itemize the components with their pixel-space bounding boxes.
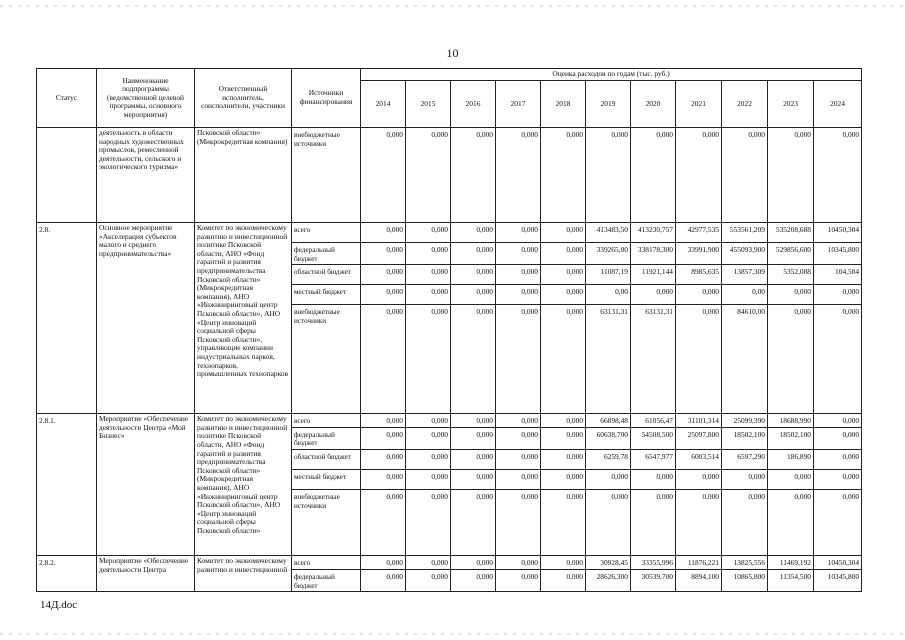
header-year: 2016 xyxy=(451,81,496,128)
activity-name-cell: деятельность в области народных художественных промыслов, ремесленной деятельности, сельского и экологического туризма» xyxy=(97,128,195,223)
expense-value-cell: 30928,45 xyxy=(586,555,631,569)
scan-noise-top xyxy=(0,5,905,7)
expense-value-cell: 6003,514 xyxy=(676,449,722,469)
expense-value-cell: 529856,600 xyxy=(768,243,814,265)
expense-value-cell: 0,000 xyxy=(631,128,676,223)
expense-value-cell: 0,000 xyxy=(676,305,722,414)
expense-value-cell: 10345,800 xyxy=(814,569,862,591)
expense-value-cell: 0,000 xyxy=(496,469,541,489)
expense-value-cell: 0,000 xyxy=(722,469,768,489)
expense-value-cell: 8894,100 xyxy=(676,569,722,591)
header-year: 2018 xyxy=(541,81,586,128)
responsible-cell: Комитет по экономическому развитию и инвестиционной политике Псковской области, АНО «Фонд гарантий и развития предпринимательства Псковской области» (Микрокредитная компания), АНО «Инжиниринговый центр Псковской области», АНО «Центр инноваций социальной сферы Псковской области» xyxy=(195,414,292,556)
expense-value-cell: 0,000 xyxy=(361,223,406,243)
activity-name-cell: Мероприятие «Обеспечение деятельности Центра xyxy=(97,555,195,591)
expense-value-cell: 0,000 xyxy=(768,128,814,223)
expense-value-cell: 0,000 xyxy=(496,555,541,569)
expense-value-cell: 0,000 xyxy=(496,223,541,243)
expense-value-cell: 60638,700 xyxy=(586,427,631,449)
expense-value-cell: 13825,556 xyxy=(722,555,768,569)
expense-value-cell: 0,000 xyxy=(361,128,406,223)
page-number: 10 xyxy=(446,46,459,60)
expense-value-cell: 0,000 xyxy=(406,569,451,591)
expense-value-cell: 0,000 xyxy=(676,128,722,223)
header-responsible: Ответственный исполнитель, соисполнители, участники xyxy=(195,69,292,128)
expense-value-cell: 0,000 xyxy=(406,243,451,265)
expense-value-cell: 0,000 xyxy=(361,569,406,591)
expense-value-cell: 11469,192 xyxy=(768,555,814,569)
expense-value-cell: 0,000 xyxy=(541,243,586,265)
status-cell: 2.8.2. xyxy=(37,555,97,591)
expense-value-cell: 0,000 xyxy=(361,265,406,285)
expense-value-cell: 0,000 xyxy=(541,223,586,243)
expense-value-cell: 0,000 xyxy=(451,569,496,591)
expense-value-cell: 0,000 xyxy=(406,555,451,569)
header-year: 2021 xyxy=(676,81,722,128)
expense-value-cell: 0,000 xyxy=(406,265,451,285)
expense-value-cell: 10450,304 xyxy=(814,223,862,243)
expense-value-cell: 535208,688 xyxy=(768,223,814,243)
expenditure-table xyxy=(36,68,862,592)
expense-value-cell: 54508,500 xyxy=(631,427,676,449)
expense-value-cell: 0,000 xyxy=(451,555,496,569)
expense-value-cell: 0,000 xyxy=(631,489,676,555)
expense-value-cell: 0,000 xyxy=(676,469,722,489)
expense-value-cell: 0,000 xyxy=(451,128,496,223)
expense-value-cell: 0,000 xyxy=(814,449,862,469)
expense-value-cell: 338178,300 xyxy=(631,243,676,265)
expense-value-cell: 0,000 xyxy=(451,414,496,428)
header-estimate: Оценка расходов по годам (тыс. руб.) xyxy=(361,69,862,81)
expense-value-cell: 10865,800 xyxy=(722,569,768,591)
expense-value-cell: 0,000 xyxy=(496,265,541,285)
expense-value-cell: 0,000 xyxy=(451,469,496,489)
header-year: 2015 xyxy=(406,81,451,128)
expense-value-cell: 0,000 xyxy=(406,489,451,555)
expense-value-cell: 0,000 xyxy=(541,414,586,428)
responsible-cell: Комитет по экономическому развитию и инвестиционной политике Псковской области, АНО «Фонд гарантий и развития предпринимательства Псковской области» (Микрокредитная компания), АНО «Инжиниринговый центр Псковской области», АНО «Центр инноваций социальной сферы Псковской области», управляющие компании индустриальных парков, технопарков, промышленных технопарков xyxy=(195,223,292,414)
table-row xyxy=(37,223,862,243)
expense-value-cell: 0,000 xyxy=(541,555,586,569)
table-row xyxy=(37,128,862,223)
expense-value-cell: 0,000 xyxy=(406,128,451,223)
expense-value-cell: 11876,221 xyxy=(676,555,722,569)
expense-value-cell: 0,000 xyxy=(451,285,496,305)
expense-value-cell: 0,000 xyxy=(541,449,586,469)
header-year: 2024 xyxy=(814,81,862,128)
funding-source-cell: областной бюджет xyxy=(292,449,361,469)
expense-value-cell: 0,000 xyxy=(814,427,862,449)
expense-value-cell: 0,000 xyxy=(541,285,586,305)
expense-value-cell: 6547,977 xyxy=(631,449,676,469)
expense-value-cell: 5352,088 xyxy=(768,265,814,285)
header-year: 2014 xyxy=(361,81,406,128)
expense-value-cell: 0,000 xyxy=(361,414,406,428)
expense-value-cell: 0,000 xyxy=(406,469,451,489)
expense-value-cell: 0,000 xyxy=(814,414,862,428)
header-year: 2017 xyxy=(496,81,541,128)
status-cell: 2.8. xyxy=(37,223,97,414)
expense-value-cell: 0,000 xyxy=(768,285,814,305)
expense-value-cell: 0,000 xyxy=(361,555,406,569)
expense-value-cell: 0,000 xyxy=(541,469,586,489)
funding-source-cell: федеральный бюджет xyxy=(292,427,361,449)
expense-value-cell: 0,000 xyxy=(541,305,586,414)
status-cell xyxy=(37,128,97,223)
expense-value-cell: 0,000 xyxy=(631,285,676,305)
expense-value-cell: 63131,31 xyxy=(631,305,676,414)
expense-value-cell: 0,000 xyxy=(541,427,586,449)
activity-name-cell: Основное мероприятие «Акселерация субъектов малого и среднего предпринимательства» xyxy=(97,223,195,414)
expense-value-cell: 33991,900 xyxy=(676,243,722,265)
expense-value-cell: 6259,78 xyxy=(586,449,631,469)
expense-value-cell: 0,000 xyxy=(768,305,814,414)
table-row xyxy=(37,414,862,428)
expense-value-cell: 0,000 xyxy=(586,469,631,489)
expense-value-cell: 455093,900 xyxy=(722,243,768,265)
expense-value-cell: 0,000 xyxy=(496,427,541,449)
expense-value-cell: 0,000 xyxy=(541,128,586,223)
expense-value-cell: 6597,290 xyxy=(722,449,768,469)
expense-value-cell: 8985,635 xyxy=(676,265,722,285)
expense-value-cell: 0,00 xyxy=(586,285,631,305)
expense-value-cell: 0,000 xyxy=(451,243,496,265)
expense-value-cell: 0,000 xyxy=(451,223,496,243)
scan-noise-bottom xyxy=(0,633,905,635)
expense-value-cell: 0,000 xyxy=(496,449,541,469)
status-cell: 2.8.1. xyxy=(37,414,97,556)
expense-value-cell: 0,000 xyxy=(676,285,722,305)
responsible-cell: Псковской области» (Микрокредитная компания) xyxy=(195,128,292,223)
expense-value-cell: 0,000 xyxy=(814,128,862,223)
expense-value-cell: 553561,209 xyxy=(722,223,768,243)
expense-value-cell: 0,000 xyxy=(451,305,496,414)
expense-value-cell: 0,000 xyxy=(814,489,862,555)
header-status: Статус xyxy=(37,69,97,128)
expense-value-cell: 0,000 xyxy=(406,427,451,449)
funding-source-cell: областной бюджет xyxy=(292,265,361,285)
expense-value-cell: 0,000 xyxy=(768,489,814,555)
funding-source-cell: местный бюджет xyxy=(292,285,361,305)
expense-value-cell: 10450,304 xyxy=(814,555,862,569)
expense-value-cell: 0,000 xyxy=(406,449,451,469)
responsible-cell: Комитет по экономическому развитию и инвестиционной xyxy=(195,555,292,591)
expense-value-cell: 104,504 xyxy=(814,265,862,285)
table-row xyxy=(37,555,862,569)
expense-value-cell: 0,000 xyxy=(496,569,541,591)
expense-value-cell: 0,000 xyxy=(361,469,406,489)
expense-value-cell: 0,000 xyxy=(496,128,541,223)
funding-source-cell: федеральный бюджет xyxy=(292,569,361,591)
expense-value-cell: 0,000 xyxy=(451,265,496,285)
expense-value-cell: 0,000 xyxy=(541,265,586,285)
expense-value-cell: 11087,19 xyxy=(586,265,631,285)
expense-value-cell: 11354,500 xyxy=(768,569,814,591)
expense-value-cell: 0,000 xyxy=(814,305,862,414)
expense-value-cell: 0,000 xyxy=(361,285,406,305)
funding-source-cell: внебюджетные источники xyxy=(292,489,361,555)
expense-value-cell: 25099,390 xyxy=(722,414,768,428)
header-year: 2019 xyxy=(586,81,631,128)
expense-value-cell: 0,000 xyxy=(406,223,451,243)
expense-value-cell: 84610,00 xyxy=(722,305,768,414)
funding-source-cell: всего xyxy=(292,555,361,569)
expense-value-cell: 0,000 xyxy=(722,489,768,555)
expense-value-cell: 0,000 xyxy=(361,305,406,414)
header-name: Наименование подпрограммы (ведомственной целевой программы, основного мероприятия) xyxy=(97,69,195,128)
expense-value-cell: 0,000 xyxy=(496,489,541,555)
expense-value-cell: 0,000 xyxy=(451,427,496,449)
expense-value-cell: 18502,100 xyxy=(722,427,768,449)
expense-value-cell: 413230,757 xyxy=(631,223,676,243)
expense-value-cell: 339265,00 xyxy=(586,243,631,265)
expense-value-cell: 0,000 xyxy=(406,414,451,428)
expense-value-cell: 10345,800 xyxy=(814,243,862,265)
funding-source-cell: всего xyxy=(292,414,361,428)
expense-value-cell: 11921,144 xyxy=(631,265,676,285)
expense-value-cell: 66898,48 xyxy=(586,414,631,428)
expense-value-cell: 18502,100 xyxy=(768,427,814,449)
expense-value-cell: 0,000 xyxy=(541,489,586,555)
funding-source-cell: местный бюджет xyxy=(292,469,361,489)
expense-value-cell: 0,000 xyxy=(586,489,631,555)
expense-value-cell: 0,000 xyxy=(361,427,406,449)
expense-value-cell: 0,000 xyxy=(586,128,631,223)
activity-name-cell: Мероприятие «Обеспечение деятельности Центра «Мой Бизнес» xyxy=(97,414,195,556)
expense-value-cell: 0,000 xyxy=(361,489,406,555)
expense-value-cell: 0,000 xyxy=(406,305,451,414)
expense-value-cell: 61056,47 xyxy=(631,414,676,428)
expense-value-cell: 0,000 xyxy=(361,243,406,265)
expense-value-cell: 30539,700 xyxy=(631,569,676,591)
expense-value-cell: 0,000 xyxy=(496,243,541,265)
header-year: 2022 xyxy=(722,81,768,128)
expense-value-cell: 0,000 xyxy=(722,128,768,223)
expense-value-cell: 0,000 xyxy=(814,285,862,305)
expense-value-cell: 13857,309 xyxy=(722,265,768,285)
expense-value-cell: 18688,990 xyxy=(768,414,814,428)
expense-value-cell: 0,000 xyxy=(768,469,814,489)
expense-value-cell: 42977,535 xyxy=(676,223,722,243)
expense-value-cell: 0,00 xyxy=(722,285,768,305)
header-year: 2020 xyxy=(631,81,676,128)
expense-value-cell: 0,000 xyxy=(496,285,541,305)
expense-value-cell: 0,000 xyxy=(541,569,586,591)
expense-value-cell: 0,000 xyxy=(631,469,676,489)
expense-value-cell: 28626,300 xyxy=(586,569,631,591)
expense-value-cell: 186,890 xyxy=(768,449,814,469)
expense-value-cell: 413483,50 xyxy=(586,223,631,243)
expense-value-cell: 0,000 xyxy=(451,489,496,555)
expense-value-cell: 0,000 xyxy=(496,414,541,428)
expense-value-cell: 0,000 xyxy=(676,489,722,555)
expense-value-cell: 25097,800 xyxy=(676,427,722,449)
header-sources: Источники финансирования xyxy=(292,69,361,128)
expense-value-cell: 0,000 xyxy=(406,285,451,305)
header-year: 2023 xyxy=(768,81,814,128)
expense-value-cell: 33355,996 xyxy=(631,555,676,569)
funding-source-cell: внебюджетные источники xyxy=(292,305,361,414)
funding-source-cell: федеральный бюджет xyxy=(292,243,361,265)
footer-filename: 14Д.doc xyxy=(40,599,78,611)
funding-source-cell: внебюджетные источники xyxy=(292,128,361,223)
expense-value-cell: 0,000 xyxy=(451,449,496,469)
expense-value-cell: 0,000 xyxy=(814,469,862,489)
funding-source-cell: всего xyxy=(292,223,361,243)
expense-value-cell: 0,000 xyxy=(361,449,406,469)
expense-value-cell: 31101,314 xyxy=(676,414,722,428)
expense-value-cell: 63131,31 xyxy=(586,305,631,414)
expense-value-cell: 0,000 xyxy=(496,305,541,414)
